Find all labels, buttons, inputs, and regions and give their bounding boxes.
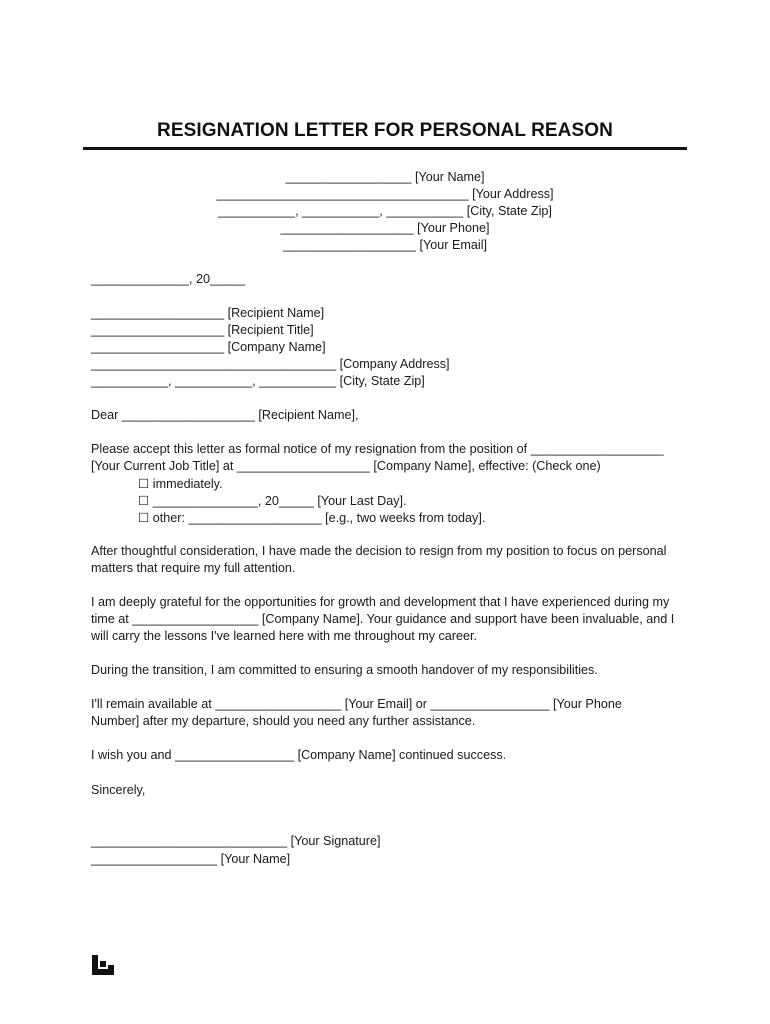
recipient-city-line: ___________, ___________, ___________ [City, State Zip]: [91, 374, 425, 388]
sender-address-line: ____________________________________ [Your Address]: [216, 187, 554, 201]
title-rule: [83, 147, 687, 150]
option-other: ☐ other: ___________________ [e.g., two weeks from today].: [138, 511, 486, 525]
sender-city-line: ___________, ___________, ___________ [City, State Zip]: [218, 204, 552, 218]
option-last-day: ☐ _______________, 20_____ [Your Last Day].: [138, 494, 407, 508]
paragraph-6-line-1: I wish you and _________________ [Company Name] continued success.: [91, 748, 507, 762]
sender-phone-line: ___________________ [Your Phone]: [280, 221, 490, 235]
signature-name-line: __________________ [Your Name]: [91, 852, 291, 866]
recipient-name-line: ___________________ [Recipient Name]: [91, 306, 325, 320]
recipient-company-line: ___________________ [Company Name]: [91, 340, 326, 354]
document-title: RESIGNATION LETTER FOR PERSONAL REASON: [157, 120, 613, 141]
paragraph-4-line-1: During the transition, I am committed to ensuring a smooth handover of my responsibilities.: [91, 663, 598, 677]
lawdistrict-logo-icon: [92, 955, 114, 975]
paragraph-1-line-1: Please accept this letter as formal notice of my resignation from the position of ___________________: [91, 442, 664, 456]
sender-email-line: ___________________ [Your Email]: [282, 238, 487, 252]
recipient-address-line: ___________________________________ [Company Address]: [91, 357, 450, 371]
paragraph-3-line-3: will carry the lessons I've learned here with me throughout my career.: [91, 629, 477, 643]
option-immediately: ☐ immediately.: [138, 477, 223, 491]
paragraph-3-line-1: I am deeply grateful for the opportunities for growth and development that I have experienced during my: [91, 595, 670, 609]
paragraph-5-line-1: I'll remain available at __________________ [Your Email] or _________________ [Your Phone: [91, 697, 622, 711]
recipient-title-line: ___________________ [Recipient Title]: [91, 323, 314, 337]
paragraph-2-line-1: After thoughtful consideration, I have made the decision to resign from my position to focus on personal: [91, 544, 667, 558]
paragraph-3-line-2: time at __________________ [Company Name]. Your guidance and support have been invaluable, and I: [91, 612, 675, 626]
signature-line: ____________________________ [Your Signature]: [91, 834, 381, 848]
closing: Sincerely,: [91, 783, 146, 797]
salutation: Dear ___________________ [Recipient Name],: [91, 408, 359, 422]
paragraph-2-line-2: matters that require my full attention.: [91, 561, 296, 575]
paragraph-5-line-2: Number] after my departure, should you need any further assistance.: [91, 714, 476, 728]
sender-name-line: __________________ [Your Name]: [285, 170, 485, 184]
paragraph-1-line-2: [Your Current Job Title] at ___________________ [Company Name], effective: (Check one): [91, 459, 601, 473]
date-line: ______________, 20_____: [91, 272, 246, 286]
